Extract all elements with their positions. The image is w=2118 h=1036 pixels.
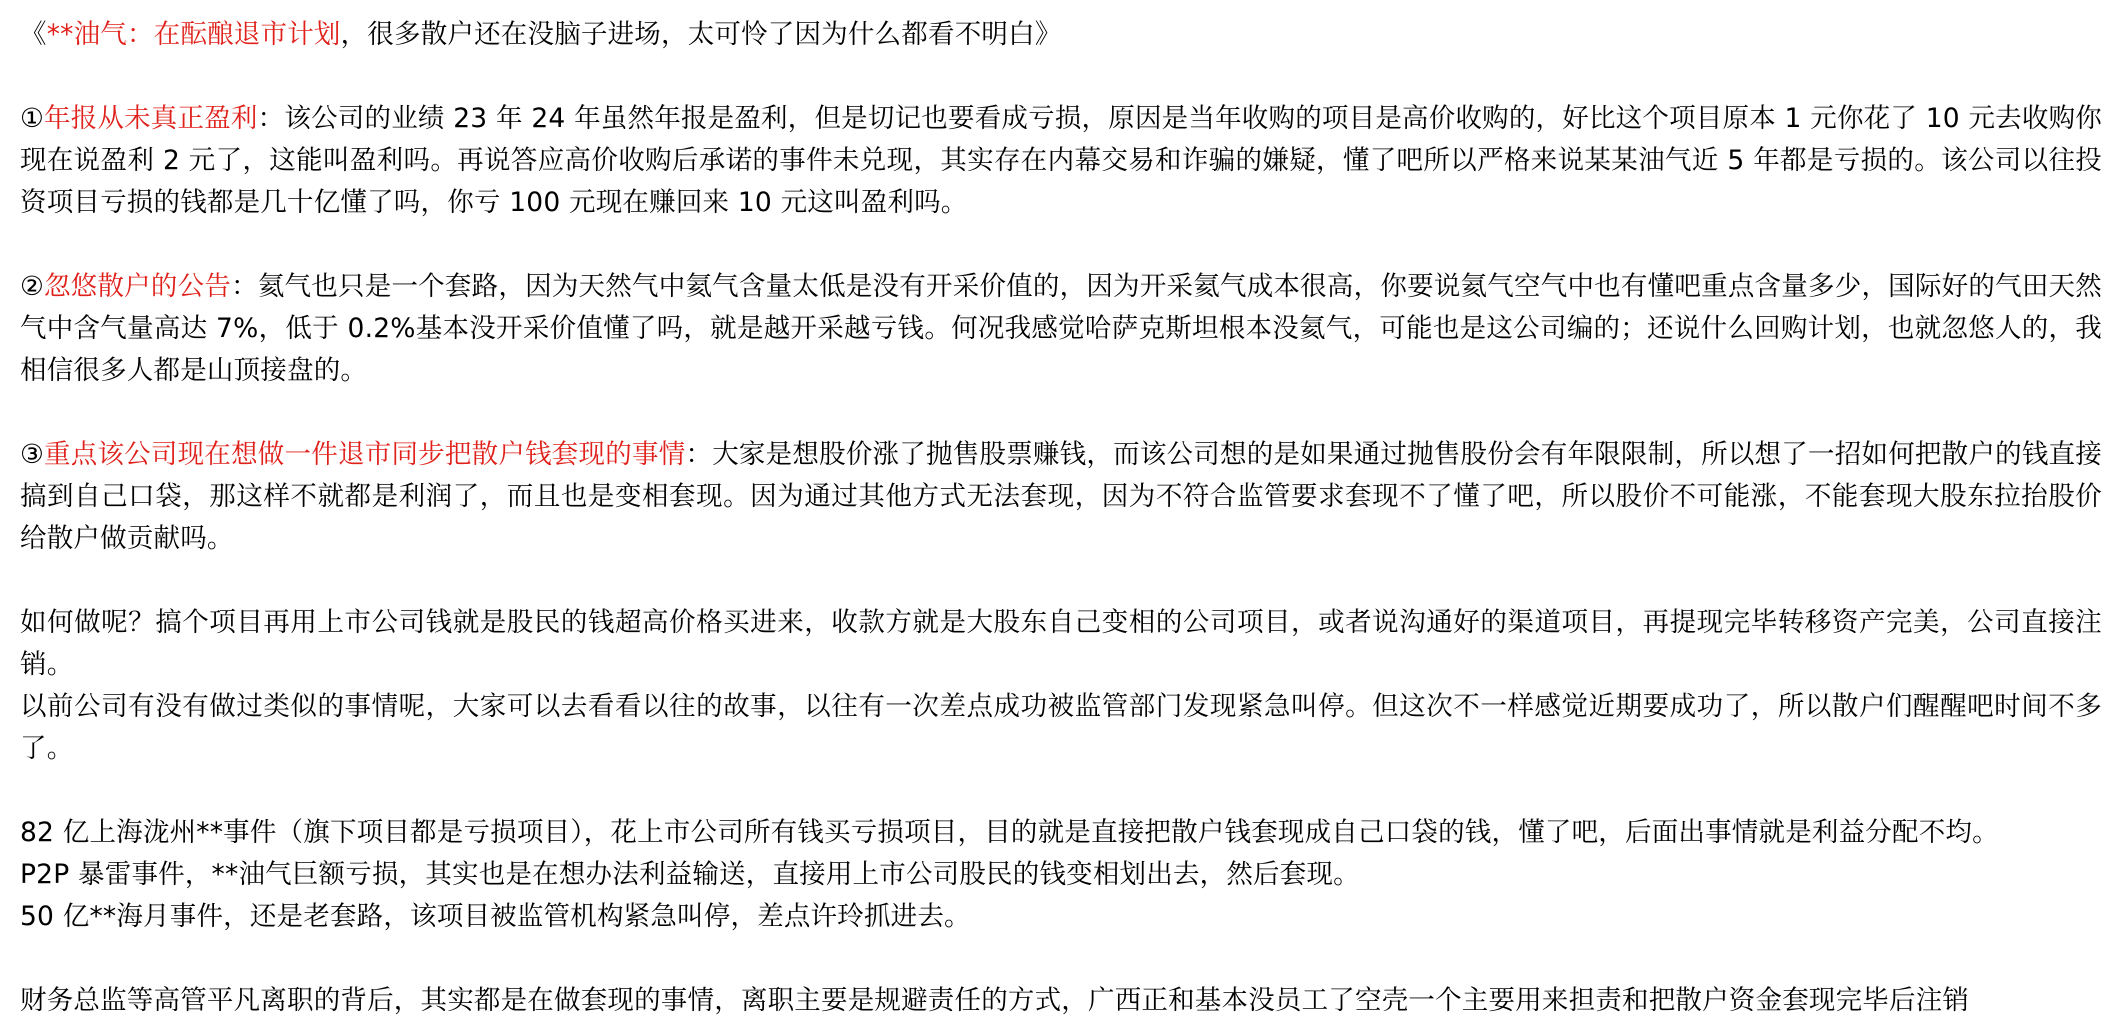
section-1-colon: ： — [257, 103, 285, 134]
blank-line — [20, 224, 2102, 266]
how-paragraph-2: 以前公司有没有做过类似的事情呢，大家可以去看看以往的故事，以往有一次差点成功被监管部门发现紧急叫停。但这次不一样感觉近期要成功了，所以散户们醒醒吧时间不多了。 — [20, 691, 2102, 764]
section-1-marker: ① — [20, 103, 44, 134]
section-3-colon: ： — [685, 439, 713, 470]
section-2-body: 氦气也只是一个套路，因为天然气中氦气含量太低是没有开采价值的，因为开采氦气成本很高，你要说氦气空气中也有懂吧重点含量多少，国际好的气田天然气中含气量高达 7%，低于 0.2%基本没开采价值懂了吗，就是越开采越亏钱。何况我感觉哈萨克斯坦根本没氦气，可能也是这公司编的；还说什么回购计划，也就忽悠人的，我相信很多人都是山顶接盘的。 — [20, 271, 2102, 386]
blank-line — [20, 392, 2102, 434]
event-line-3: 50 亿**海月事件，还是老套路，该项目被监管机构紧急叫停，差点许玲抓进去。 — [20, 901, 971, 932]
event-line-1: 82 亿上海泷州**事件（旗下项目都是亏损项目），花上市公司所有钱买亏损项目，目的就是直接把散户钱套现成自己口袋的钱，懂了吧，后面出事情就是利益分配不均。 — [20, 817, 1999, 848]
blank-line — [20, 770, 2102, 812]
how-paragraph-1: 如何做呢？搞个项目再用上市公司钱就是股民的钱超高价格买进来，收款方就是大股东自己变相的公司项目，或者说沟通好的渠道项目，再提现完毕转移资产完美，公司直接注销。 — [20, 607, 2102, 680]
section-3-heading: 重点该公司现在想做一件退市同步把散户钱套现的事情 — [43, 439, 686, 470]
blank-line — [20, 560, 2102, 602]
event-line-2: P2P 暴雷事件，**油气巨额亏损，其实也是在想办法利益输送，直接用上市公司股民的钱变相划出去，然后套现。 — [20, 859, 1360, 890]
section-2-colon: ： — [231, 271, 258, 302]
finance-paragraph: 财务总监等高管平凡离职的背后，其实都是在做套现的事情，离职主要是规避责任的方式，广西正和基本没员工了空壳一个主要用来担责和把散户资金套现完毕后注销 — [20, 985, 1970, 1016]
blank-line — [20, 56, 2102, 98]
title-open-bracket: 《 — [20, 19, 47, 50]
section-3-paragraph — [20, 434, 2102, 560]
section-2-marker: ② — [20, 271, 44, 302]
section-3-body: 大家是想股价涨了抛售股票赚钱，而该公司想的是如果通过抛售股份会有年限限制，所以想了一招如何把散户的钱直接搞到自己口袋，那这样不就都是利润了，而且也是变相套现。因为通过其他方式无法套现，因为不符合监管要求套现不了懂了吧，所以股价不可能涨，不能套现大股东拉抬股价给散户做贡献吗。 — [20, 439, 2102, 554]
section-3-marker: ③ — [20, 439, 44, 470]
section-2-heading: 忽悠散户的公告 — [43, 271, 232, 302]
section-2-paragraph — [20, 266, 2102, 392]
blank-line — [20, 938, 2102, 980]
document-body — [20, 14, 2102, 1022]
title-highlight: **油气：在酝酿退市计划 — [46, 19, 341, 50]
section-1-paragraph — [20, 98, 2102, 224]
section-1-heading: 年报从未真正盈利 — [43, 103, 258, 134]
section-1-body: 该公司的业绩 23 年 24 年虽然年报是盈利，但是切记也要看成亏损，原因是当年收购的项目是高价收购的，好比这个项目原本 1 元你花了 10 元去收购你现在说盈利 2 元了，这能叫盈利吗。再说答应高价收购后承诺的事件未兑现，其实存在内幕交易和诈骗的嫌疑，懂了吧所以严格来说某某油气近 5 年都是亏损的。该公司以往投资项目亏损的钱都是几十亿懂了吗，你亏 100 元现在赚回来 10 元这叫盈利吗。 — [20, 103, 2102, 218]
title-rest: ，很多散户还在没脑子进场，太可怜了因为什么都看不明白》 — [340, 19, 1062, 50]
document-title — [20, 14, 2102, 56]
